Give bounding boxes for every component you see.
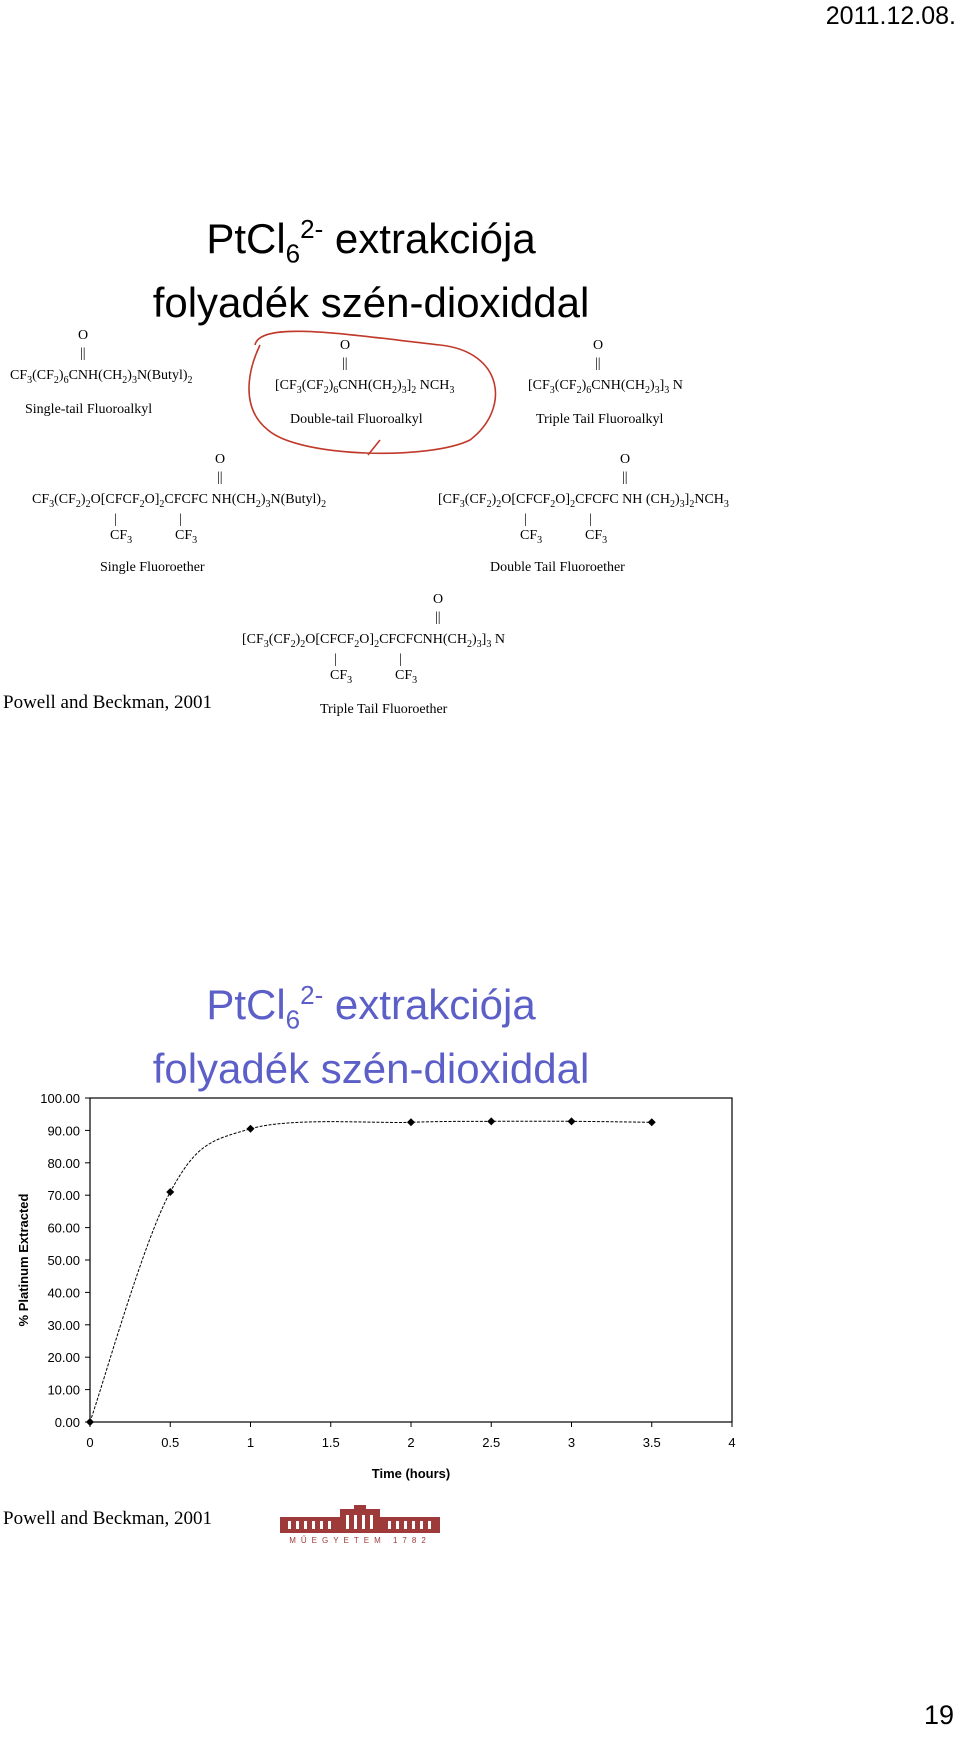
date-stamp: 2011.12.08. [825, 2, 956, 30]
structure-name: Triple Tail Fluoroether [320, 702, 448, 717]
carbonyl-oxygen: O [620, 452, 631, 467]
double-bond: || [342, 356, 348, 371]
data-point [247, 1125, 255, 1133]
structure-formula: [$CF_3(CF_2)_2O[CFCF_2O]_2CFCFC$ NH $(CH_2)_3]_2NCH_3$ [438, 492, 729, 510]
y-tick-label: 70.00 [47, 1188, 80, 1204]
page-number: 19 [923, 1700, 954, 1730]
structure-name: Single-tail Fluoroalkyl [25, 402, 153, 417]
double-bond: || [217, 470, 223, 485]
y-tick-label: 20.00 [47, 1350, 80, 1366]
carbonyl-oxygen: O [433, 592, 444, 607]
x-tick-label: 1.5 [321, 1435, 340, 1450]
y-tick-label: 90.00 [47, 1123, 80, 1139]
cf3-group: $CF_3$ [520, 528, 543, 546]
plot-frame [90, 1098, 732, 1422]
x-tick-label: 2.5 [482, 1435, 501, 1450]
structure-formula: $[CF_3(CF_2)_6CNH(CH_2)_3]_3$ N [528, 378, 683, 396]
cf3-group: $CF_3$ [395, 668, 418, 686]
cf3-group: $CF_3$ [585, 528, 608, 546]
x-tick-label: 0 [86, 1435, 94, 1450]
data-point [166, 1188, 174, 1196]
series-line [90, 1121, 652, 1422]
structure-formula: $[CF_3(CF_2)_2O[CFCF_2O]_2CFCFCNH(CH_2)_3]_3$ N [242, 632, 505, 650]
x-tick-label: 0.5 [161, 1435, 180, 1450]
double-bond: || [622, 470, 628, 485]
structure-formula: $CF_3(CF_2)_6CNH(CH_2)_3N(Butyl)_2$ [10, 368, 193, 386]
x-tick-label: 3.5 [642, 1435, 661, 1450]
carbonyl-oxygen: O [593, 338, 604, 353]
y-tick-label: 0.00 [54, 1415, 80, 1430]
y-tick-label: 10.00 [47, 1382, 80, 1398]
y-axis-label: % Platinum Extracted [16, 1193, 31, 1327]
data-point [487, 1117, 495, 1125]
y-tick-label: 60.00 [47, 1220, 80, 1236]
slide2-title: PtCl$_6^{2-}$ extrakciója folyadék szén-dioxiddal [152, 980, 590, 1093]
slide1-citation: Powell and Beckman, 2001 [3, 692, 212, 713]
y-tick-label: 40.00 [47, 1285, 80, 1301]
structure-name: Double-tail Fluoroalkyl [290, 412, 423, 427]
branch-bond: | [589, 512, 592, 527]
x-tick-label: 1 [246, 1435, 255, 1450]
y-tick-label: 30.00 [47, 1317, 80, 1333]
branch-bond: | [524, 512, 527, 527]
structure-name: Double Tail Fluoroether [490, 560, 625, 575]
university-logo [280, 1505, 440, 1545]
branch-bond: | [114, 512, 117, 527]
y-tick-label: 80.00 [47, 1155, 80, 1171]
slide1-title: PtCl$_6^{2-}$ extrakciója folyadék szén-dioxiddal [152, 214, 590, 327]
double-bond: || [80, 346, 86, 361]
svg-text:MŰEGYETEM 1782: MŰEGYETEM 1782 [289, 1536, 431, 1545]
branch-bond: | [399, 652, 402, 667]
carbonyl-oxygen: O [340, 338, 351, 353]
carbonyl-oxygen: O [215, 452, 226, 467]
double-bond: || [435, 610, 441, 625]
structure-name: Single Fluoroether [100, 560, 205, 575]
x-tick-label: 2 [407, 1435, 415, 1450]
branch-bond: | [334, 652, 337, 667]
data-point [407, 1118, 415, 1126]
data-point [648, 1118, 656, 1126]
cf3-group: $CF_3$ [110, 528, 133, 546]
slide2-citation: Powell and Beckman, 2001 [3, 1508, 212, 1529]
cf3-group: $CF_3$ [175, 528, 198, 546]
y-tick-label: 100.00 [40, 1091, 80, 1106]
x-tick-label: 4 [728, 1435, 736, 1450]
structure-name: Triple Tail Fluoroalkyl [536, 412, 664, 427]
structure-formula: $[CF_3(CF_2)_6CNH(CH_2)_3]_2$ $NCH_3$ [275, 378, 455, 396]
x-axis-label: Time (hours) [371, 1466, 451, 1481]
data-point [86, 1418, 94, 1426]
carbonyl-oxygen: O [78, 328, 89, 343]
extraction-chart [0, 1080, 760, 1500]
data-point [568, 1117, 576, 1125]
y-tick-label: 50.00 [47, 1253, 80, 1268]
highlight-ellipse [0, 0, 960, 760]
structure-formula: $CF_3(CF_2)_2O[CFCF_2O]_2CFCFC$ $NH(CH_2)_3N(Butyl)_2$ [32, 492, 327, 510]
cf3-group: $CF_3$ [330, 668, 353, 686]
branch-bond: | [179, 512, 182, 527]
x-tick-label: 3 [567, 1435, 576, 1450]
double-bond: || [595, 356, 601, 371]
